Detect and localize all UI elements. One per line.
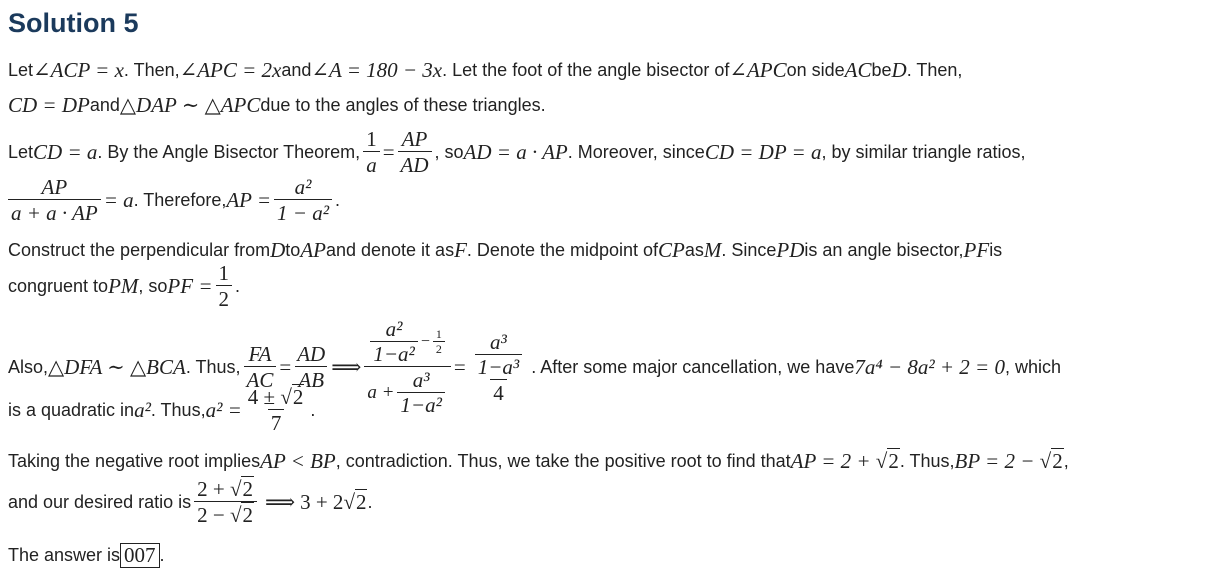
math-a2-eq: a² = <box>205 398 242 423</box>
text: . Thus, <box>150 400 206 421</box>
text: , so <box>434 142 464 163</box>
text: Construct the perpendicular from <box>8 240 271 260</box>
text: The answer is <box>8 545 121 566</box>
text: and our desired ratio is <box>8 492 192 513</box>
paragraph-line-2 <box>8 93 546 118</box>
fraction-1-over-a: $\frac{1}{a}$ <box>363 128 380 177</box>
fraction-fa-over-ac: $\frac{FA}{AC}$ <box>244 343 277 392</box>
math-pf: PF <box>963 238 990 262</box>
text: . After some major cancellation, we have <box>531 357 855 378</box>
math-similar-triangles: △DAP ∼ △APC <box>119 93 261 117</box>
fraction-one-half: $\frac{1}{2}$ <box>216 262 233 311</box>
implies-arrow: ⟹ <box>331 355 362 380</box>
math-ap-eq: AP = <box>226 188 272 213</box>
math-cp: CP <box>658 238 685 262</box>
text: as <box>684 240 704 260</box>
math-bp-value: BP = 2 − √2 <box>954 449 1063 473</box>
answer-box: 007 <box>120 543 160 568</box>
paragraph-line-4 <box>8 176 340 225</box>
text: . <box>367 492 373 513</box>
paragraph-line-11 <box>8 543 165 568</box>
text: and denote it as <box>325 240 455 260</box>
math-angle-a: ∠A = 180 − 3x <box>311 58 443 82</box>
fraction-ap-over-ad: $\frac{AP}{AD}$ <box>398 128 432 177</box>
math-ap-lt-bp: AP < BP <box>260 449 336 473</box>
equals: = <box>453 355 466 380</box>
math-eq-a: = a <box>103 188 134 213</box>
paragraph-line-5 <box>8 238 1002 263</box>
math-pf-eq: PF = <box>167 274 213 299</box>
text: . <box>159 545 165 566</box>
text: . Then, <box>123 60 180 80</box>
math-similar-dfa-bca: △DFA ∼ △BCA <box>48 355 186 380</box>
fraction-ap-ratio: $\frac{AP}{a + a \cdot AP}$ <box>8 176 101 225</box>
math-angle-apc: ∠APC = 2x <box>179 58 282 82</box>
text: , so <box>138 276 168 297</box>
math-ad: AD = a · AP <box>463 140 568 165</box>
text: , contradiction. Thus, we take the positive root to find that <box>335 451 791 471</box>
solution-title: Solution 5 <box>8 8 139 38</box>
math-cd-a: CD = a <box>33 140 98 165</box>
paragraph-line-8 <box>8 386 315 435</box>
fraction-quadratic-root: $\frac{4 \pm √2}{7}$ <box>247 385 304 436</box>
fraction-a2-over: $\frac{\text{a²}}{\text{1 − a²}}$ <box>274 176 332 225</box>
text: Also, <box>8 357 49 378</box>
text: is <box>989 240 1003 260</box>
math-final-ratio: 3 + 2√2 <box>300 490 367 515</box>
text: . Denote the midpoint of <box>466 240 659 260</box>
text: Taking the negative root implies <box>8 451 261 471</box>
paragraph-line-9 <box>8 449 1069 474</box>
fraction-ad-over-ab: $\frac{AD}{AB}$ <box>297 342 326 393</box>
paragraph-line-6 <box>8 262 240 311</box>
math-ap: AP <box>300 238 326 262</box>
math-d: D <box>891 58 907 82</box>
math-d: D <box>270 238 286 262</box>
math-pm: PM <box>108 274 139 299</box>
text: , <box>1063 451 1069 471</box>
text: , which <box>1004 357 1061 378</box>
math-cd-dp: CD = DP <box>8 93 90 117</box>
text: to <box>285 240 301 260</box>
math-ap-value: AP = 2 + √2 <box>790 449 899 473</box>
text: is a quadratic in <box>8 400 135 421</box>
text: due to the angles of these triangles. <box>260 95 546 115</box>
text: . <box>335 190 341 211</box>
text: , by similar triangle ratios, <box>821 142 1026 163</box>
math-quartic: 7a⁴ − 8a² + 2 = 0 <box>854 355 1005 380</box>
math-pd: PD <box>776 238 805 262</box>
paragraph-line-3 <box>8 128 1026 177</box>
text: Let <box>8 142 34 163</box>
text: on side <box>786 60 845 80</box>
text: . Thus, <box>899 451 955 471</box>
fraction-a3-over-4: $\frac{\frac{\text{a³}}{\text{1−a³}}}{4}$ <box>469 331 528 405</box>
math-angle-acp: ∠ACP = x <box>33 58 124 82</box>
text: . Thus, <box>185 357 241 378</box>
paragraph-line-10 <box>8 478 372 527</box>
text: Let <box>8 60 34 80</box>
implies-arrow: ⟹ <box>264 490 296 515</box>
equals: = <box>382 140 395 165</box>
text: . Then, <box>906 60 963 80</box>
math-f: F <box>454 238 467 262</box>
text: . <box>235 276 241 297</box>
text: and <box>281 60 312 80</box>
text: congruent to <box>8 276 109 297</box>
equals: = <box>279 355 292 380</box>
text: . <box>310 400 316 421</box>
text: . Let the foot of the angle bisector of <box>442 60 730 80</box>
math-angle-apc-2: ∠APC <box>729 58 787 82</box>
text: . Since <box>721 240 777 260</box>
text: is an angle bisector, <box>804 240 964 260</box>
text: . By the Angle Bisector Theorem, <box>97 142 361 163</box>
text: be <box>871 60 892 80</box>
text: . Moreover, since <box>567 142 705 163</box>
math-m: M <box>703 238 722 262</box>
sqrt-sign: √2 <box>280 385 304 409</box>
fraction-compound: $\frac{\text{a²}}{\text{1−a²}}$ − $\frac{1}{2}$ a + $\frac{\text{a³}}{\text{1−a²}}$ <box>364 318 451 417</box>
fraction-ratio: $\frac{2 + √2}{2 - √2}$ <box>194 478 257 527</box>
paragraph-line-1 <box>8 58 962 83</box>
text: . Therefore, <box>133 190 227 211</box>
math-cd-dp-a: CD = DP = a <box>704 140 822 165</box>
text: and <box>89 95 120 115</box>
math-a2: a² <box>134 398 151 423</box>
math-ac: AC <box>844 58 872 82</box>
